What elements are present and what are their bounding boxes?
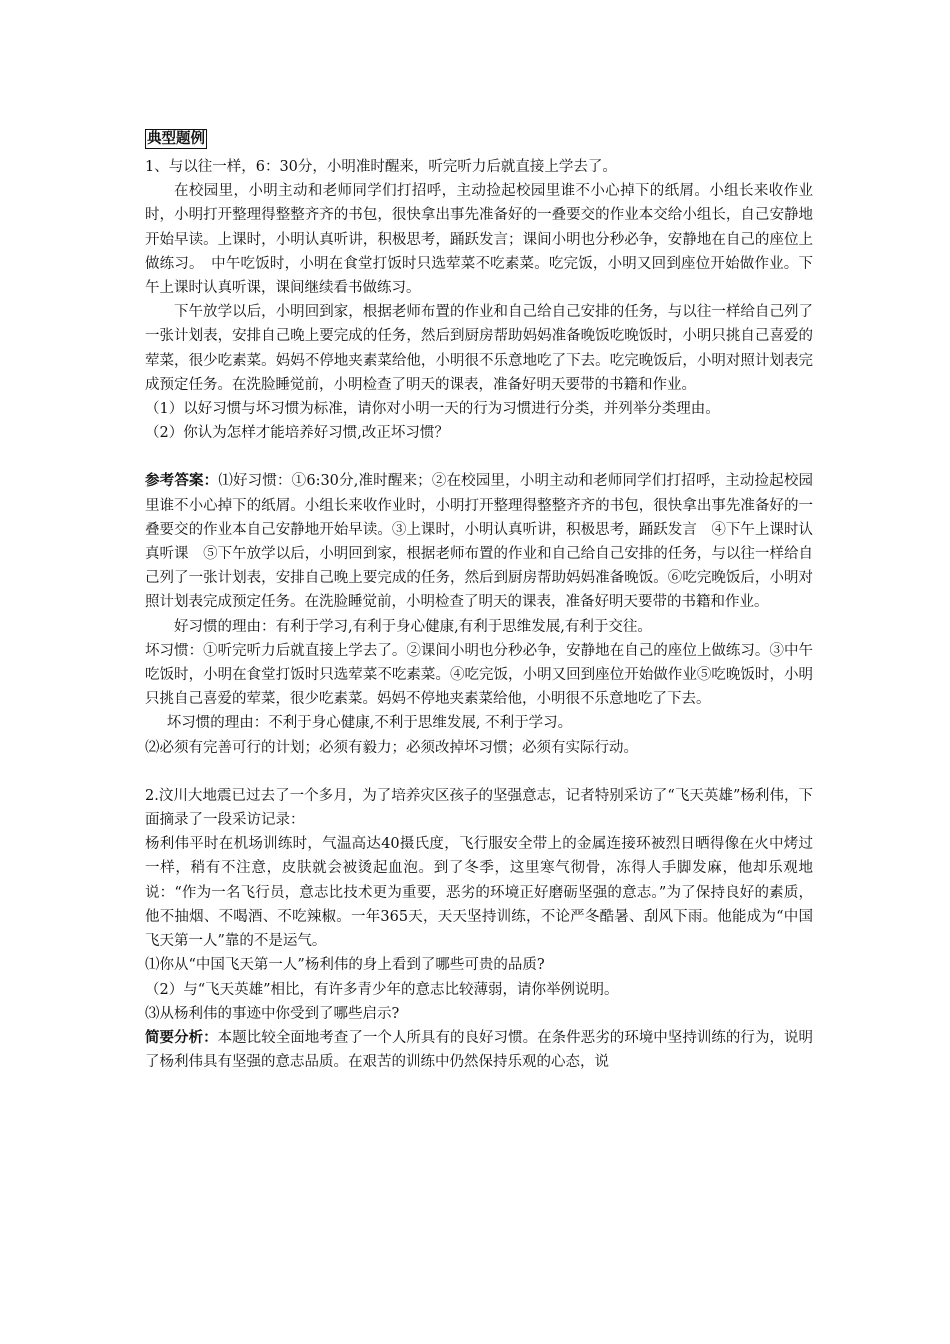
q2-sub3: ⑶从杨利伟的事迹中你受到了哪些启示? xyxy=(145,1005,400,1022)
q2-intro: 2.汶川大地震已过去了一个多月，为了培养灾区孩子的坚强意志，记者特别采访了“飞天英雄”杨利伟，下面摘录了一段采访记录： xyxy=(145,787,813,829)
q1-para3: 下午放学以后，小明回到家，根据老师布置的作业和自己给自己安排的任务，与以往一样给自己列了一张计划表，安排自己晚上要完成的任务，然后到厨房帮助妈妈准备晚饭吃晚饭时，小明只挑自己喜爱的荤菜，很少吃素菜。妈妈不停地夹素菜给他，小明很不乐意地吃了下去。吃完晚饭后，小明对照计划表完成预定任务。在洗脸睡觉前，小明检查了明天的课表，准备好明天要带的书籍和作业。 xyxy=(145,304,813,393)
spacer xyxy=(145,445,813,469)
answer1-bad: 坏习惯：①听完听力后就直接上学去了。②课间小明也分秒必争，安静地在自己的座位上做练习。③中午吃饭时，小明在食堂打饭时只选荤菜不吃素菜。④吃完饭，小明又回到座位开始做作业⑤吃晚饭时，小明只挑自己喜爱的荤菜，很少吃素菜。妈妈不停地夹素菜给他，小明很不乐意地吃了下去。 xyxy=(145,642,813,708)
q2-sub2: （2）与“飞天英雄”相比，有许多青少年的意志比较薄弱，请你举例说明。 xyxy=(145,981,619,998)
section-heading: 典型题例 xyxy=(147,130,205,147)
answer-label: 参考答案： xyxy=(145,472,219,490)
q2-body: 杨利伟平时在机场训练时，气温高达40摄氏度，飞行服安全带上的金属连接环被烈日晒得像在火中烤过一样，稍有不注意，皮肤就会被烫起血泡。到了冬季，这里寒气彻骨，冻得人手脚发麻，他却乐观地说：“作为一名飞行员，意志比技术更为重要，恶劣的环境正好磨砺坚强的意志。”为了保持良好的素质，他不抽烟、不喝酒、不吃辣椒。一年365天，天天坚持训练，不论严冬酷暑、刮风下雨。他能成为“中国飞天第一人”靠的不是运气。 xyxy=(145,836,813,950)
spacer xyxy=(145,760,813,784)
document-page xyxy=(145,128,813,1074)
answer1-bad-reason: 坏习惯的理由：不利于身心健康,不利于思维发展, 不利于学习。 xyxy=(166,715,573,732)
analysis-label: 简要分析： xyxy=(145,1028,218,1046)
q1-sub2: （2）你认为怎样才能培养好习惯,改正坏习惯？ xyxy=(145,425,449,442)
q1-sub1: （1）以好习惯与坏习惯为标准，请你对小明一天的行为习惯进行分类，并列举分类理由。 xyxy=(145,401,720,418)
q2-analysis xyxy=(145,1026,813,1074)
answer1-good-text: ⑴好习惯：①6:30分,准时醒来；②在校园里，小明主动和老师同学们打招呼，主动捡起校园里谁不小心掉下的纸屑。小组长来收作业时，小明打开整理得整整齐齐的书包，很快拿出事先准备好的一叠要交的作业本自己安静地开始早读。③上课时，小明认真听讲，积极思考，踊跃发言 ④下午上课时认真听课 ⑤下午放学以后，小明回到家，根据老师布置的作业和自己给自己安排的任务，与以往一样给自己列了一张计划表，安排自己晚上要完成的任务，然后到厨房帮助妈妈准备晚饭。⑥吃完晚饭后，小明对照计划表完成预定任务。在洗脸睡觉前，小明检查了明天的课表，准备好明天要带的书籍和作业。 xyxy=(145,473,814,611)
answer1-good xyxy=(145,469,813,614)
q2-analysis-text: 本题比较全面地考查了一个人所具有的良好习惯。在条件恶劣的环境中坚持训练的行为，说明了杨利伟具有坚强的意志品质。在艰苦的训练中仍然保持乐观的心态，说 xyxy=(145,1029,814,1071)
q2-sub1: ⑴你从“中国飞天第一人”杨利伟的身上看到了哪些可贵的品质? xyxy=(145,957,545,974)
answer1-part2: ⑵必须有完善可行的计划；必须有毅力；必须改掉坏习惯；必须有实际行动。 xyxy=(145,739,638,756)
answer1-good-reason: 好习惯的理由：有利于学习,有利于身心健康,有利于思维发展,有利于交往。 xyxy=(174,618,652,635)
q1-para2: 在校园里，小明主动和老师同学们打招呼，主动捡起校园里谁不小心掉下的纸屑。小组长来收作业时，小明打开整理得整整齐齐的书包，很快拿出事先准备好的一叠要交的作业本交给小组长，自己安静地开始早读。上课时，小明认真听讲，积极思考，踊跃发言；课间小明也分秒必争，安静地在自己的座位上做练习。 中午吃饭时，小明在食堂打饭时只选荤菜不吃素菜。吃完饭，小明又回到座位开始做作业。下午上课时认真听课，课间继续看书做练习。 xyxy=(145,183,813,297)
q1-line1: 1、与以往一样，6：30分，小明准时醒来，听完听力后就直接上学去了。 xyxy=(145,159,617,175)
